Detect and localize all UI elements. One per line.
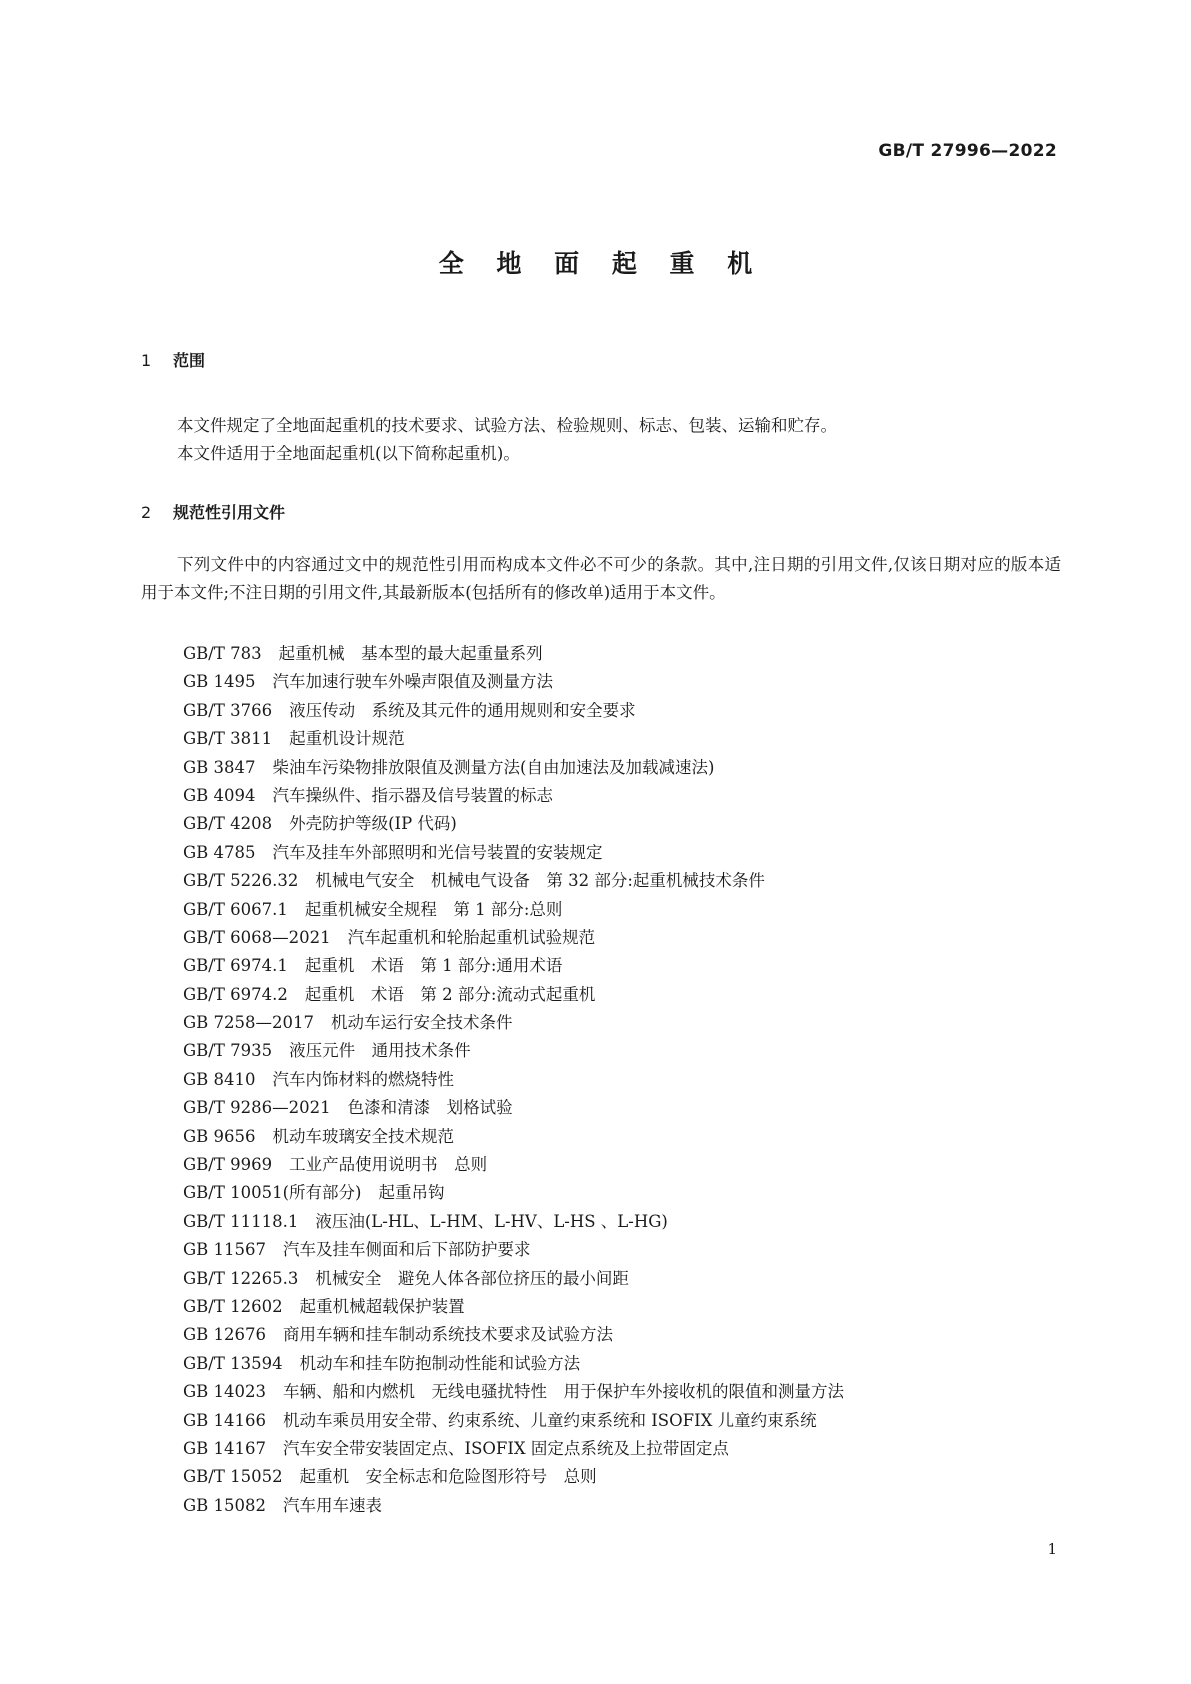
section-number: 2 [141,503,152,522]
reference-title: 汽车安全带安装固定点、ISOFIX 固定点系统及上拉带固定点 [283,1438,729,1458]
reference-code: GB 3847 [183,757,256,777]
reference-title: 机动车玻璃安全技术规范 [272,1126,455,1146]
reference-item [183,1037,844,1065]
reference-code: GB/T 6974.1 [183,956,288,976]
reference-code: GB 1495 [183,672,256,692]
reference-title: 机动车和挂车防抱制动性能和试验方法 [299,1353,581,1373]
reference-item [183,1265,844,1293]
reference-item [183,1123,844,1151]
reference-title: 机动车运行安全技术条件 [331,1013,513,1033]
reference-code: GB 14166 [183,1410,267,1430]
section-title: 范围 [173,351,206,370]
reference-code: GB 15082 [183,1495,267,1515]
reference-code: GB/T 4208 [183,814,273,834]
standard-code: GB/T 27996—2022 [878,141,1057,161]
reference-title: 汽车起重机和轮胎起重机试验规范 [347,927,596,947]
reference-code: GB/T 6068—2021 [183,927,331,947]
reference-item [183,1293,844,1321]
reference-code: GB/T 7935 [183,1041,273,1061]
reference-code: GB/T 12265.3 [183,1268,299,1288]
reference-title: 汽车及挂车侧面和后下部防护要求 [283,1240,531,1260]
reference-item [183,1378,844,1406]
reference-item [183,1350,844,1378]
reference-code: GB 14023 [183,1382,267,1402]
reference-item [183,725,844,753]
reference-title: 液压传动 系统及其元件的通用规则和安全要求 [289,700,636,720]
reference-item [183,1151,844,1179]
reference-item [183,867,844,895]
reference-title: 液压元件 通用技术条件 [289,1041,471,1061]
reference-title: 汽车加速行驶车外噪声限值及测量方法 [272,672,554,692]
reference-title: 外壳防护等级(IP 代码) [289,814,457,834]
reference-code: GB 7258—2017 [183,1013,315,1033]
reference-item [183,924,844,952]
reference-title: 汽车及挂车外部照明和光信号装置的安装规定 [272,842,603,862]
reference-title: 起重机 术语 第 2 部分:流动式起重机 [304,984,596,1004]
reference-title: 汽车用车速表 [283,1495,383,1515]
reference-title: 色漆和清漆 划格试验 [347,1098,513,1118]
reference-code: GB/T 9286—2021 [183,1098,331,1118]
section-heading-scope [141,348,205,371]
reference-title: 车辆、船和内燃机 无线电骚扰特性 用于保护车外接收机的限值和测量方法 [283,1382,845,1402]
reference-title: 起重机械安全规程 第 1 部分:总则 [304,899,563,919]
section-title: 规范性引用文件 [173,503,286,522]
reference-title: 机动车乘员用安全带、约束系统、儿童约束系统和 ISOFIX 儿童约束系统 [283,1410,817,1430]
reference-item [183,754,844,782]
reference-title: 液压油(L-HL、L-HM、L-HV、L-HS 、L-HG) [315,1211,668,1231]
reference-item [183,1435,844,1463]
reference-title: 机械安全 避免人体各部位挤压的最小间距 [315,1268,629,1288]
reference-code: GB/T 5226.32 [183,871,299,891]
reference-item [183,640,844,668]
reference-code: GB 11567 [183,1240,267,1260]
references-intro-paragraph: 下列文件中的内容通过文中的规范性引用而构成本文件必不可少的条款。其中,注日期的引用文件,仅该日期对应的版本适用于本文件;不注日期的引用文件,其最新版本(包括所有的修改单)适用于本文件。 [141,555,1061,602]
reference-code: GB/T 3766 [183,700,273,720]
reference-item [183,810,844,838]
reference-item [183,1236,844,1264]
reference-item [183,1179,844,1207]
document-title: 全 地 面 起 重 机 [438,249,765,278]
scope-paragraph: 本文件规定了全地面起重机的技术要求、试验方法、检验规则、标志、包装、运输和贮存。 [177,416,837,435]
reference-title: 起重机设计规范 [289,729,405,749]
reference-item [183,697,844,725]
reference-code: GB 4785 [183,842,256,862]
reference-item [183,1009,844,1037]
reference-code: GB/T 11118.1 [183,1211,299,1231]
reference-code: GB/T 12602 [183,1296,283,1316]
reference-title: 机械电气安全 机械电气设备 第 32 部分:起重机械技术条件 [315,871,765,891]
page-number: 1 [1047,1540,1057,1558]
reference-code: GB/T 783 [183,644,262,663]
reference-title: 起重机械 基本型的最大起重量系列 [278,644,543,663]
reference-code: GB/T 6067.1 [183,899,288,919]
reference-item [183,839,844,867]
reference-item [183,668,844,696]
reference-item [183,981,844,1009]
section-heading-normative-references [141,500,285,523]
reference-title: 汽车内饰材料的燃烧特性 [272,1069,455,1089]
scope-paragraph: 本文件适用于全地面起重机(以下简称起重机)。 [177,444,520,463]
reference-item [183,1066,844,1094]
reference-code: GB 8410 [183,1069,256,1089]
reference-code: GB/T 6974.2 [183,984,288,1004]
reference-code: GB/T 13594 [183,1353,283,1373]
reference-item [183,1321,844,1349]
reference-code: GB/T 15052 [183,1467,283,1487]
reference-item [183,952,844,980]
section-number: 1 [141,351,152,370]
reference-code: GB/T 3811 [183,729,273,749]
reference-code: GB/T 10051(所有部分) [183,1183,362,1203]
reference-item [183,1208,844,1236]
reference-item [183,1407,844,1435]
reference-code: GB/T 9969 [183,1155,273,1175]
reference-title: 工业产品使用说明书 总则 [289,1155,488,1175]
reference-title: 柴油车污染物排放限值及测量方法(自由加速法及加载减速法) [272,757,715,777]
reference-title: 商用车辆和挂车制动系统技术要求及试验方法 [283,1325,614,1345]
reference-item [183,1094,844,1122]
reference-title: 起重机 安全标志和危险图形符号 总则 [299,1467,597,1487]
reference-title: 起重机 术语 第 1 部分:通用术语 [304,956,563,976]
reference-code: GB 14167 [183,1438,267,1458]
reference-list [183,640,844,1520]
reference-title: 起重吊钩 [378,1183,445,1203]
reference-title: 汽车操纵件、指示器及信号装置的标志 [272,785,554,805]
reference-title: 起重机械超载保护装置 [299,1296,465,1316]
reference-code: GB 4094 [183,785,256,805]
reference-item [183,1492,844,1520]
reference-code: GB 12676 [183,1325,267,1345]
reference-item [183,1463,844,1491]
reference-code: GB 9656 [183,1126,256,1146]
reference-item [183,896,844,924]
reference-item [183,782,844,810]
